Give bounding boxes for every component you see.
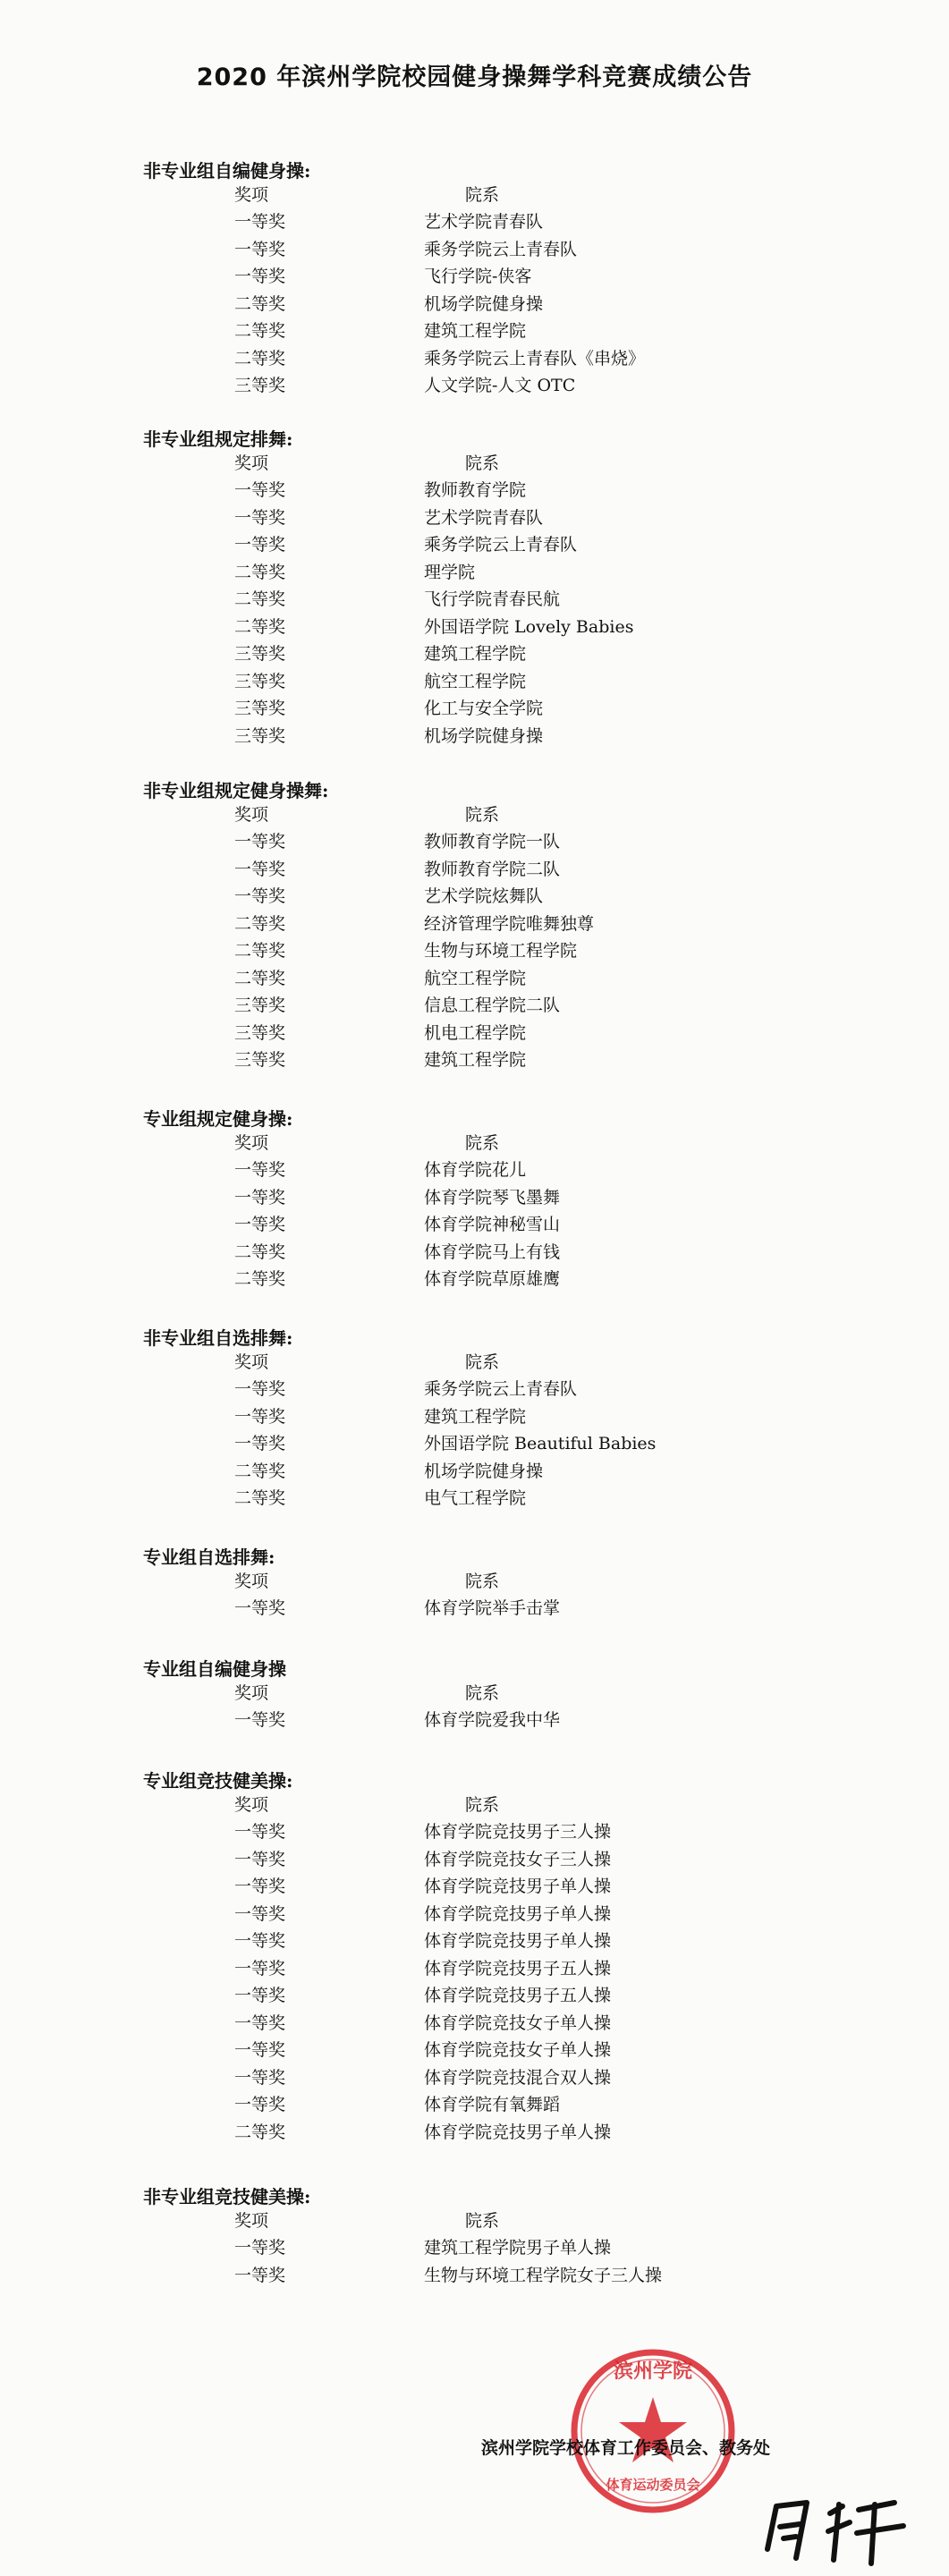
- award-row: [0, 723, 949, 750]
- section-title: 专业组规定健身操:: [143, 1108, 293, 1130]
- header-award: 奖项: [234, 453, 269, 473]
- award-row: [0, 1873, 949, 1901]
- award-row: [0, 504, 949, 532]
- department-name: 飞行学院青春民航: [424, 589, 561, 609]
- award-level: 一等奖: [234, 1877, 286, 1896]
- award-level: 二等奖: [234, 1241, 286, 1262]
- award-level: 一等奖: [234, 2095, 286, 2114]
- award-level: 三等奖: [234, 376, 286, 395]
- award-level: 一等奖: [234, 1710, 286, 1730]
- award-row: [0, 1184, 949, 1212]
- award-level: 一等奖: [234, 1187, 286, 1208]
- award-row: [0, 1595, 949, 1623]
- section-title: 非专业组竞技健美操:: [143, 2186, 311, 2207]
- award-row: [0, 208, 949, 236]
- section-header: [0, 1349, 949, 1376]
- award-level: 三等奖: [234, 644, 286, 664]
- department-name: 体育学院草原雄鹰: [424, 1269, 561, 1289]
- award-row: [0, 1046, 949, 1074]
- department-name: 体育学院竞技男子五人操: [424, 1958, 612, 1979]
- award-level: 一等奖: [234, 1849, 286, 1869]
- award-row: [0, 559, 949, 587]
- section-header: [0, 1792, 949, 1818]
- award-row: [0, 856, 949, 884]
- award-row: [0, 1901, 949, 1928]
- department-name: 体育学院竞技男子单人操: [424, 2122, 612, 2142]
- department-name: 艺术学院青春队: [424, 212, 544, 232]
- award-row: [0, 318, 949, 345]
- department-name: 航空工程学院: [424, 671, 527, 691]
- award-level: 一等奖: [234, 480, 286, 500]
- award-level: 一等奖: [234, 212, 286, 232]
- award-level: 一等奖: [234, 1160, 286, 1180]
- section-header: [0, 2207, 949, 2234]
- section-header: [0, 182, 949, 208]
- award-level: 三等奖: [234, 996, 286, 1015]
- department-name: 飞行学院-侠客: [424, 267, 532, 286]
- award-level: 一等奖: [234, 1434, 286, 1453]
- award-row: [0, 1928, 949, 1955]
- header-dept: 院系: [465, 185, 500, 205]
- department-name: 外国语学院 Beautiful Babies: [424, 1434, 657, 1453]
- section-rows: [0, 2234, 949, 2289]
- award-row: [0, 586, 949, 614]
- department-name: 电气工程学院: [424, 1488, 527, 1508]
- header-award: 奖项: [234, 1572, 269, 1591]
- award-level: 二等奖: [234, 616, 286, 637]
- award-level: 二等奖: [234, 968, 286, 988]
- header-dept: 院系: [465, 805, 500, 825]
- department-name: 体育学院有氧舞蹈: [424, 2095, 561, 2114]
- department-name: 航空工程学院: [424, 968, 527, 988]
- award-row: [0, 263, 949, 291]
- department-name: 经济管理学院唯舞独尊: [424, 913, 595, 934]
- award-level: 一等奖: [234, 1986, 286, 2005]
- award-row: [0, 1157, 949, 1184]
- section-rows: [0, 828, 949, 1074]
- header-award: 奖项: [234, 2211, 269, 2231]
- section-rows: [0, 1818, 949, 2146]
- department-name: 理学院: [424, 562, 476, 582]
- award-row: [0, 1403, 949, 1431]
- section-title: 非专业组自编健身操:: [143, 160, 311, 182]
- department-name: 外国语学院 Lovely Babies: [424, 616, 634, 637]
- section-header: [0, 1680, 949, 1707]
- department-name: 体育学院竞技男子五人操: [424, 1986, 612, 2005]
- section-header: [0, 1568, 949, 1595]
- award-level: 二等奖: [234, 348, 286, 369]
- award-row: [0, 1458, 949, 1486]
- header-award: 奖项: [234, 1352, 269, 1372]
- department-name: 生物与环境工程学院女子三人操: [424, 2265, 663, 2285]
- section-title: 非专业组规定排舞:: [143, 428, 293, 450]
- department-name: 建筑工程学院: [424, 644, 527, 664]
- award-level: 一等奖: [234, 2067, 286, 2088]
- award-level: 一等奖: [234, 267, 286, 286]
- award-level: 一等奖: [234, 239, 286, 259]
- department-name: 体育学院竞技女子单人操: [424, 2040, 612, 2060]
- header-dept: 院系: [465, 1683, 500, 1703]
- award-level: 一等奖: [234, 1215, 286, 1234]
- award-row: [0, 640, 949, 668]
- department-name: 机场学院健身操: [424, 293, 544, 314]
- award-row: [0, 668, 949, 696]
- award-level: 三等奖: [234, 725, 286, 746]
- issuer-footer: 滨州学院学校体育工作委员会、教务处: [481, 2438, 771, 2458]
- award-row: [0, 1846, 949, 1874]
- department-name: 体育学院琴飞墨舞: [424, 1187, 561, 1208]
- award-level: 二等奖: [234, 589, 286, 609]
- header-dept: 院系: [465, 1133, 500, 1153]
- header-award: 奖项: [234, 1683, 269, 1703]
- award-level: 三等奖: [234, 1022, 286, 1043]
- award-level: 二等奖: [234, 562, 286, 582]
- award-row: [0, 911, 949, 938]
- award-row: [0, 2037, 949, 2064]
- department-name: 生物与环境工程学院: [424, 941, 578, 961]
- section-title: 专业组自选排舞:: [143, 1546, 275, 1568]
- award-row: [0, 1376, 949, 1403]
- department-name: 体育学院举手击掌: [424, 1598, 561, 1618]
- award-level: 一等奖: [234, 1931, 286, 1951]
- section-header: [0, 1130, 949, 1157]
- section-rows: [0, 1376, 949, 1513]
- award-level: 二等奖: [234, 913, 286, 934]
- department-name: 体育学院竞技混合双人操: [424, 2067, 612, 2088]
- award-level: 三等奖: [234, 699, 286, 718]
- award-level: 一等奖: [234, 1903, 286, 1924]
- page-title: 2020 年滨州学院校园健身操舞学科竞赛成绩公告: [196, 64, 753, 91]
- handwritten-signature: [760, 2487, 912, 2567]
- award-row: [0, 477, 949, 504]
- award-row: [0, 372, 949, 400]
- department-name: 体育学院竞技女子单人操: [424, 2012, 612, 2033]
- department-name: 体育学院神秘雪山: [424, 1215, 561, 1234]
- section-rows: [0, 208, 949, 400]
- section-title: 专业组自编健身操: [143, 1658, 286, 1680]
- award-row: [0, 2091, 949, 2119]
- award-level: 二等奖: [234, 293, 286, 314]
- section-title: 专业组竞技健美操:: [143, 1770, 293, 1792]
- award-row: [0, 937, 949, 965]
- award-level: 一等奖: [234, 507, 286, 528]
- department-name: 体育学院爱我中华: [424, 1710, 561, 1730]
- section-title: 非专业组自选排舞:: [143, 1327, 293, 1349]
- department-name: 乘务学院云上青春队: [424, 239, 578, 259]
- official-seal: [563, 2342, 742, 2521]
- award-level: 二等奖: [234, 2122, 286, 2142]
- department-name: 教师教育学院二队: [424, 859, 561, 879]
- award-row: [0, 1020, 949, 1047]
- department-name: 教师教育学院: [424, 480, 527, 500]
- header-award: 奖项: [234, 185, 269, 205]
- header-dept: 院系: [465, 2211, 500, 2231]
- department-name: 教师教育学院一队: [424, 832, 561, 852]
- header-dept: 院系: [465, 1352, 500, 1372]
- department-name: 机场学院健身操: [424, 1461, 544, 1481]
- section-header: [0, 801, 949, 828]
- department-name: 建筑工程学院男子单人操: [424, 2238, 612, 2258]
- award-row: [0, 1818, 949, 1846]
- award-row: [0, 1707, 949, 1734]
- department-name: 建筑工程学院: [424, 321, 527, 341]
- header-dept: 院系: [465, 1572, 500, 1591]
- header-award: 奖项: [234, 805, 269, 825]
- department-name: 乘务学院云上青春队《串烧》: [424, 348, 646, 369]
- award-row: [0, 345, 949, 373]
- department-name: 机电工程学院: [424, 1022, 527, 1043]
- award-level: 一等奖: [234, 535, 286, 555]
- section-rows: [0, 1595, 949, 1623]
- award-row: [0, 1266, 949, 1293]
- department-name: 建筑工程学院: [424, 1050, 527, 1070]
- award-level: 三等奖: [234, 671, 286, 691]
- department-name: 乘务学院云上青春队: [424, 1379, 578, 1399]
- award-row: [0, 531, 949, 559]
- section-rows: [0, 1707, 949, 1734]
- department-name: 体育学院竞技男子三人操: [424, 1822, 612, 1842]
- award-row: [0, 828, 949, 856]
- department-name: 建筑工程学院: [424, 1406, 527, 1427]
- header-dept: 院系: [465, 1795, 500, 1815]
- award-level: 一等奖: [234, 2238, 286, 2258]
- award-level: 二等奖: [234, 1269, 286, 1289]
- header-award: 奖项: [234, 1795, 269, 1815]
- award-level: 一等奖: [234, 1379, 286, 1399]
- award-level: 一等奖: [234, 859, 286, 879]
- department-name: 体育学院竞技男子单人操: [424, 1931, 612, 1951]
- department-name: 艺术学院炫舞队: [424, 886, 544, 906]
- svg-text:滨州学院: 滨州学院: [613, 2360, 693, 2383]
- award-level: 二等奖: [234, 1461, 286, 1481]
- department-name: 艺术学院青春队: [424, 507, 544, 528]
- award-row: [0, 1955, 949, 1983]
- award-row: [0, 965, 949, 993]
- award-row: [0, 2119, 949, 2147]
- award-level: 三等奖: [234, 1050, 286, 1070]
- award-level: 一等奖: [234, 1598, 286, 1618]
- award-level: 一等奖: [234, 1958, 286, 1979]
- header-award: 奖项: [234, 1133, 269, 1153]
- section-rows: [0, 477, 949, 750]
- department-name: 乘务学院云上青春队: [424, 535, 578, 555]
- award-level: 二等奖: [234, 1488, 286, 1508]
- department-name: 信息工程学院二队: [424, 996, 561, 1015]
- award-row: [0, 2010, 949, 2038]
- award-row: [0, 614, 949, 641]
- department-name: 化工与安全学院: [424, 699, 544, 718]
- award-row: [0, 236, 949, 264]
- award-row: [0, 695, 949, 723]
- award-level: 一等奖: [234, 2265, 286, 2285]
- award-level: 二等奖: [234, 941, 286, 961]
- department-name: 体育学院花儿: [424, 1160, 527, 1180]
- award-row: [0, 2064, 949, 2092]
- svg-text:体育运动委员会: 体育运动委员会: [606, 2477, 700, 2493]
- award-level: 一等奖: [234, 2040, 286, 2060]
- department-name: 机场学院健身操: [424, 725, 544, 746]
- section-rows: [0, 1157, 949, 1293]
- department-name: 人文学院-人文 OTC: [424, 376, 576, 395]
- award-row: [0, 992, 949, 1020]
- award-row: [0, 1485, 949, 1513]
- award-row: [0, 1239, 949, 1267]
- department-name: 体育学院竞技男子单人操: [424, 1877, 612, 1896]
- award-row: [0, 1211, 949, 1239]
- award-row: [0, 2234, 949, 2262]
- section-title: 非专业组规定健身操舞:: [143, 780, 329, 801]
- award-level: 一等奖: [234, 886, 286, 906]
- section-header: [0, 450, 949, 477]
- award-level: 一等奖: [234, 1822, 286, 1842]
- award-level: 一等奖: [234, 2012, 286, 2033]
- department-name: 体育学院竞技男子单人操: [424, 1903, 612, 1924]
- award-level: 一等奖: [234, 832, 286, 852]
- award-row: [0, 2262, 949, 2290]
- award-row: [0, 883, 949, 911]
- award-level: 一等奖: [234, 1406, 286, 1427]
- header-dept: 院系: [465, 453, 500, 473]
- award-level: 二等奖: [234, 321, 286, 341]
- award-row: [0, 1982, 949, 2010]
- award-row: [0, 291, 949, 318]
- award-row: [0, 1430, 949, 1458]
- department-name: 体育学院马上有钱: [424, 1241, 561, 1262]
- department-name: 体育学院竞技女子三人操: [424, 1849, 612, 1869]
